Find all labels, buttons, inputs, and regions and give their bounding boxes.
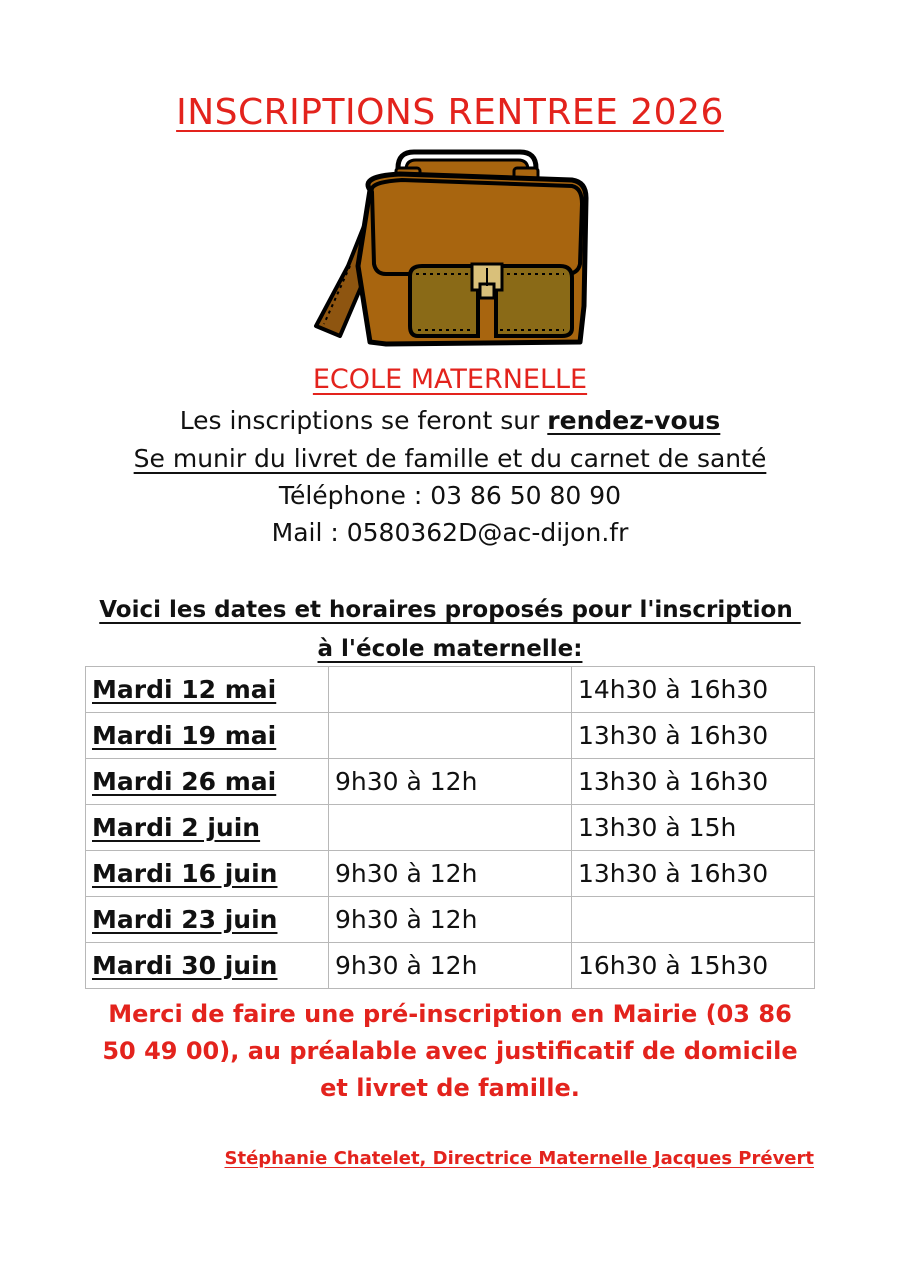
schedule-afternoon: 16h30 à 15h30 — [572, 943, 815, 989]
signature: Stéphanie Chatelet, Directrice Maternelle Jacques Prévert — [224, 1148, 814, 1169]
schedule-morning: 9h30 à 12h — [329, 897, 572, 943]
table-row — [86, 759, 815, 805]
mail-line: Mail : 0580362D@ac-dijon.fr — [271, 518, 629, 547]
schedule-afternoon: 14h30 à 16h30 — [572, 667, 815, 713]
documents-line — [0, 444, 900, 473]
table-row — [86, 713, 815, 759]
documents-text: Se munir du livret de famille et du carnet de santé — [133, 444, 767, 473]
schedule-afternoon: 13h30 à 15h — [572, 805, 815, 851]
schedule-table — [85, 666, 815, 989]
table-row — [86, 897, 815, 943]
schedule-day: Mardi 16 juin — [86, 851, 329, 897]
schedule-afternoon: 13h30 à 16h30 — [572, 713, 815, 759]
schedule-morning: 9h30 à 12h — [329, 851, 572, 897]
appointment-prefix: Les inscriptions se feront sur — [179, 406, 548, 435]
appointment-emphasis: rendez-vous — [547, 406, 721, 435]
page-title: INSCRIPTIONS RENTREE 2026 — [176, 92, 724, 133]
schedule-day: Mardi 26 mai — [86, 759, 329, 805]
schedule-morning — [329, 667, 572, 713]
table-row — [86, 805, 815, 851]
table-row — [86, 851, 815, 897]
appointment-line — [0, 406, 900, 435]
school-satchel-icon — [310, 146, 592, 356]
phone-line: Téléphone : 03 86 50 80 90 — [278, 481, 622, 510]
schedule-day: Mardi 30 juin — [86, 943, 329, 989]
schedule-day: Mardi 19 mai — [86, 713, 329, 759]
schedule-morning: 9h30 à 12h — [329, 943, 572, 989]
schedule-afternoon: 13h30 à 16h30 — [572, 851, 815, 897]
schedule-day: Mardi 2 juin — [86, 805, 329, 851]
schedule-afternoon: 13h30 à 16h30 — [572, 759, 815, 805]
schedule-intro-line2: à l'école maternelle: — [317, 636, 583, 662]
schedule-day: Mardi 12 mai — [86, 667, 329, 713]
schedule-intro-line1: Voici les dates et horaires proposés pour l'inscription — [99, 597, 801, 623]
table-row — [86, 667, 815, 713]
schedule-morning: 9h30 à 12h — [329, 759, 572, 805]
schedule-morning — [329, 805, 572, 851]
mairie-notice: Merci de faire une pré-inscription en Mairie (03 86 50 49 00), au préalable avec justificatif de domicile et livret de famille. — [102, 1000, 798, 1102]
schedule-day: Mardi 23 juin — [86, 897, 329, 943]
schedule-morning — [329, 713, 572, 759]
table-row — [86, 943, 815, 989]
schedule-afternoon — [572, 897, 815, 943]
school-name: ECOLE MATERNELLE — [312, 364, 588, 395]
